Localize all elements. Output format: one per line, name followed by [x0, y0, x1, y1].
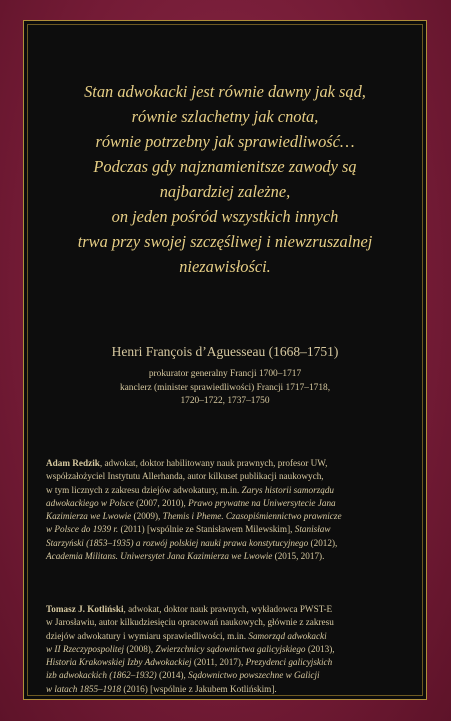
quote-line: najbardziej zależne,: [159, 182, 291, 201]
bio-text: współzałożyciel Instytutu Allerhanda, autor kilkuset publikacji naukowych,: [46, 471, 324, 482]
author-bio-redzik: [46, 457, 406, 563]
bio-title: Zwierzchnicy sądownictwa galicyjskiego: [155, 643, 306, 654]
quote-line: równie potrzebny jak sprawiedliwość…: [95, 132, 355, 151]
quote-line: niezawisłości.: [179, 257, 271, 276]
author-role: 1720–1722, 1737–1750: [180, 396, 270, 406]
bio-title: Sądownictwo powszechne w Galicji: [188, 670, 320, 681]
author-role: kanclerz (minister sprawiedliwości) Francji 1717–1718,: [119, 382, 331, 393]
bio-text: (2014),: [156, 670, 186, 681]
bio-text: (2011, 2017),: [191, 657, 244, 668]
bio-title: Themis i Pheme. Czasopiśmiennictwo prawnicze: [162, 511, 342, 522]
bio-title: Academia Militans. Uniwersytet Jana Kazimierza we Lwowie: [46, 551, 273, 562]
bio-text: dziejów adwokatury i wymiaru sprawiedliwości, m.in.: [46, 630, 247, 641]
bio-title: Historia Krakowskiej Izby Adwokackiej: [46, 657, 192, 668]
bio-title: w II Rzeczypospolitej: [46, 643, 125, 654]
quote-line: Stan adwokacki jest równie dawny jak sąd,: [84, 82, 366, 101]
bio-text: (2009),: [131, 511, 161, 522]
bio-text: (2012),: [308, 537, 338, 548]
bio-text: w Jarosławiu, autor kilkudziesięciu opracowań naukowych, głównie z zakresu: [46, 617, 334, 628]
bio-title: Stanisław: [294, 524, 331, 535]
quote-author: Henri François d’Aguesseau (1668–1751): [111, 344, 339, 359]
bio-text: , adwokat, doktor nauk prawnych, wykładowca PWST-E: [123, 604, 333, 614]
bio-title: Starzyński (1853–1935) a rozwój polskiej nauki prawa konstytucyjnego: [46, 537, 309, 548]
quote-line: trwa przy swojej szczęśliwej i niewzruszalnej: [77, 232, 373, 251]
quote-line: Podczas gdy najznamienitsze zawody są: [93, 157, 357, 176]
bio-title: w latach 1855–1918: [46, 683, 122, 694]
bio-text: (2013),: [305, 643, 335, 654]
bio-text: (2015, 2017).: [272, 551, 325, 562]
bio-text: (2011) [wspólnie ze Stanisławem Milewskim],: [118, 524, 293, 535]
bio-text: (2008),: [124, 643, 154, 654]
bio-title: Prawo prywatne na Uniwersytecie Jana: [188, 497, 336, 508]
author-role: prokurator generalny Francji 1700–1717: [148, 369, 302, 379]
black-text-panel: [23, 20, 427, 700]
bio-title: adwokackiego w Polsce: [46, 497, 134, 508]
bio-text: w tym licznych z zakresu dziejów adwokatury, m.in.: [46, 484, 240, 495]
bio-text: , adwokat, doktor habilitowany nauk prawnych, profesor UW,: [99, 458, 328, 468]
quote-line: równie szlachetny jak cnota,: [131, 107, 319, 126]
author-roles: [24, 368, 426, 409]
bio-title: Zarys historii samorządu: [241, 484, 335, 495]
author-bio-kotlinski: [46, 603, 406, 696]
quote: [34, 79, 416, 279]
bio-title: w Polsce do 1939 r.: [46, 524, 119, 535]
quote-line: on jeden pośród wszystkich innych: [111, 207, 339, 226]
bio-text: (2016) [wspólnie z Jakubem Kotlińskim].: [121, 683, 277, 694]
bio-name: Tomasz J. Kotliński: [46, 604, 124, 614]
bio-title: Samorząd adwokacki: [248, 630, 327, 641]
bio-text: (2007, 2010),: [133, 497, 186, 508]
bio-title: Prezydenci galicyjskich: [245, 657, 333, 668]
bio-title: izb adwokackich (1862–1932): [46, 670, 157, 681]
bio-title: Kazimierza we Lwowie: [46, 511, 132, 522]
bio-name: Adam Redzik: [46, 458, 100, 468]
